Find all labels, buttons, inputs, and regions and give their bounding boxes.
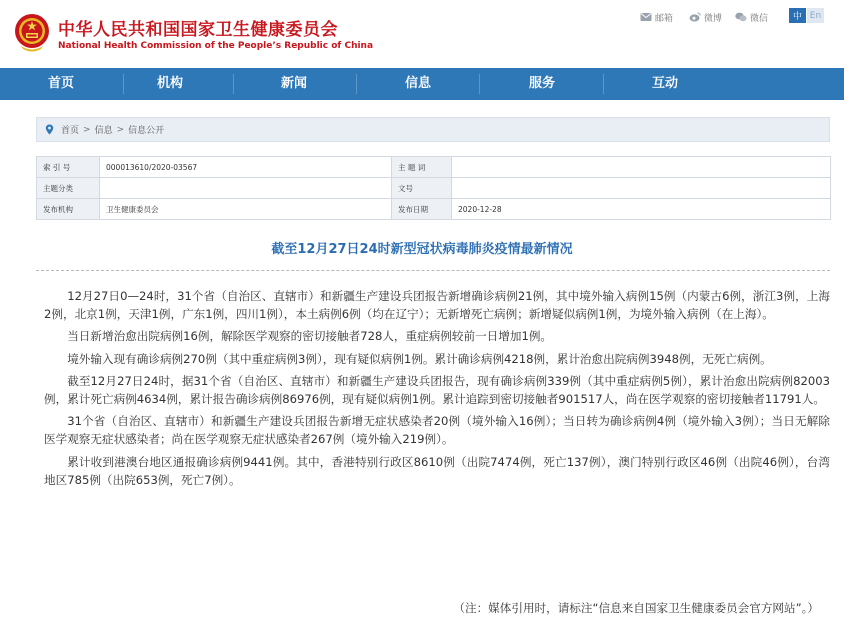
share-mail-link[interactable] [640, 9, 673, 25]
share-weibo-link[interactable] [689, 9, 722, 25]
share-wechat-link[interactable] [735, 9, 768, 25]
share-mail-label: 邮箱 [655, 13, 674, 24]
article-body [44, 287, 830, 493]
meta-value [452, 157, 831, 178]
article-paragraph: 当日新增治愈出院病例16例，解除医学观察的密切接触者728人，重症病例较前一日增加1例。 [67, 329, 553, 344]
citation-note: （注：媒体引用时，请标注“信息来自国家卫生健康委员会官方网站”。） [453, 601, 819, 615]
meta-value: 000013610/2020-03567 [100, 157, 392, 178]
article-paragraph: 31个省（自治区、直辖市）和新疆生产建设兵团报告新增无症状感染者20例（境外输入16例）；当日转为确诊病例4例（境外输入3例）；当日无解除医学观察无症状感染者；尚在医学观察无症状感染者267例（境外输入219例）。 [44, 414, 830, 447]
wechat-icon [735, 12, 747, 22]
nav-divider [233, 74, 234, 94]
article-paragraph: 累计收到港澳台地区通报确诊病例9441例。其中，香港特别行政区8610例（出院7474例，死亡137例），澳门特别行政区46例（出院46例），台湾地区785例（出院653例，死亡7例）。 [44, 454, 830, 487]
meta-value [100, 178, 392, 199]
meta-value: 卫生健康委员会 [100, 199, 392, 220]
breadcrumb-separator: > [83, 124, 91, 135]
table-row [37, 178, 831, 199]
meta-label: 主题分类 [37, 178, 100, 199]
share-weibo-label: 微博 [704, 13, 723, 24]
meta-label: 文号 [392, 178, 452, 199]
nav-divider [479, 74, 480, 94]
table-row [37, 199, 831, 220]
article-paragraph: 截至12月27日24时，据31个省（自治区、直辖市）和新疆生产建设兵团报告，现有确诊病例339例（其中重症病例5例），累计治愈出院病例82003例，累计死亡病例4634例，累计报告确诊病例86976例，现有疑似病例1例。累计追踪到密切接触者901517人，尚在医学观察的密切接触者11791人。 [44, 373, 830, 407]
site-title[interactable]: 中华人民共和国国家卫生健康委员会 [58, 20, 338, 40]
lang-en-button[interactable]: En [807, 8, 824, 23]
meta-label: 主 题 词 [392, 157, 452, 178]
nav-item-information[interactable]: 信息 [404, 76, 432, 91]
nav-divider [603, 74, 604, 94]
meta-value [452, 178, 831, 199]
nav-item-news[interactable]: 新闻 [280, 76, 308, 91]
national-emblem-icon[interactable] [13, 12, 51, 52]
site-subtitle: National Health Commission of the People’s Republic of China [58, 41, 374, 51]
article-title: 截至12月27日24时新型冠状病毒肺炎疫情最新情况 [271, 242, 573, 257]
meta-label: 发布机构 [37, 199, 100, 220]
breadcrumb-disclosure-link[interactable]: 信息公开 [128, 126, 165, 136]
nav-item-services[interactable]: 服务 [528, 76, 556, 91]
share-wechat-label: 微信 [750, 13, 769, 24]
article-paragraph: 境外输入现有确诊病例270例（其中重症病例3例），现有疑似病例1例。累计确诊病例4218例，累计治愈出院病例3948例，无死亡病例。 [67, 351, 772, 366]
mail-icon [640, 12, 652, 22]
nav-item-home[interactable]: 首页 [47, 76, 75, 91]
nav-item-interaction[interactable]: 互动 [651, 76, 679, 91]
article-paragraph: 12月27日0—24时，31个省（自治区、直辖市）和新疆生产建设兵团报告新增确诊病例21例，其中境外输入病例15例（内蒙古6例，浙江3例，上海2例，北京1例，天津1例，广东1例，四川1例），本土病例6例（均在辽宁）；无新增死亡病例；新增疑似病例1例，为境外输入病例（在上海）。 [44, 289, 830, 322]
meta-label: 发布日期 [392, 199, 452, 220]
document-meta-table [36, 156, 831, 220]
nav-divider [356, 74, 357, 94]
nav-divider [123, 74, 124, 94]
meta-label: 索 引 号 [37, 157, 100, 178]
breadcrumb-info-link[interactable]: 信息 [94, 126, 113, 136]
site-header [0, 0, 844, 68]
table-row [37, 157, 831, 178]
meta-value: 2020-12-28 [452, 199, 831, 220]
title-divider [36, 270, 830, 271]
location-pin-icon [45, 124, 54, 135]
weibo-icon [689, 12, 701, 22]
breadcrumb-separator: > [116, 124, 125, 135]
breadcrumb-home-link[interactable]: 首页 [61, 126, 80, 136]
nav-item-institutions[interactable]: 机构 [156, 76, 184, 91]
breadcrumb [36, 117, 830, 142]
main-nav [0, 68, 844, 100]
lang-zh-button[interactable]: 中 [789, 8, 806, 23]
